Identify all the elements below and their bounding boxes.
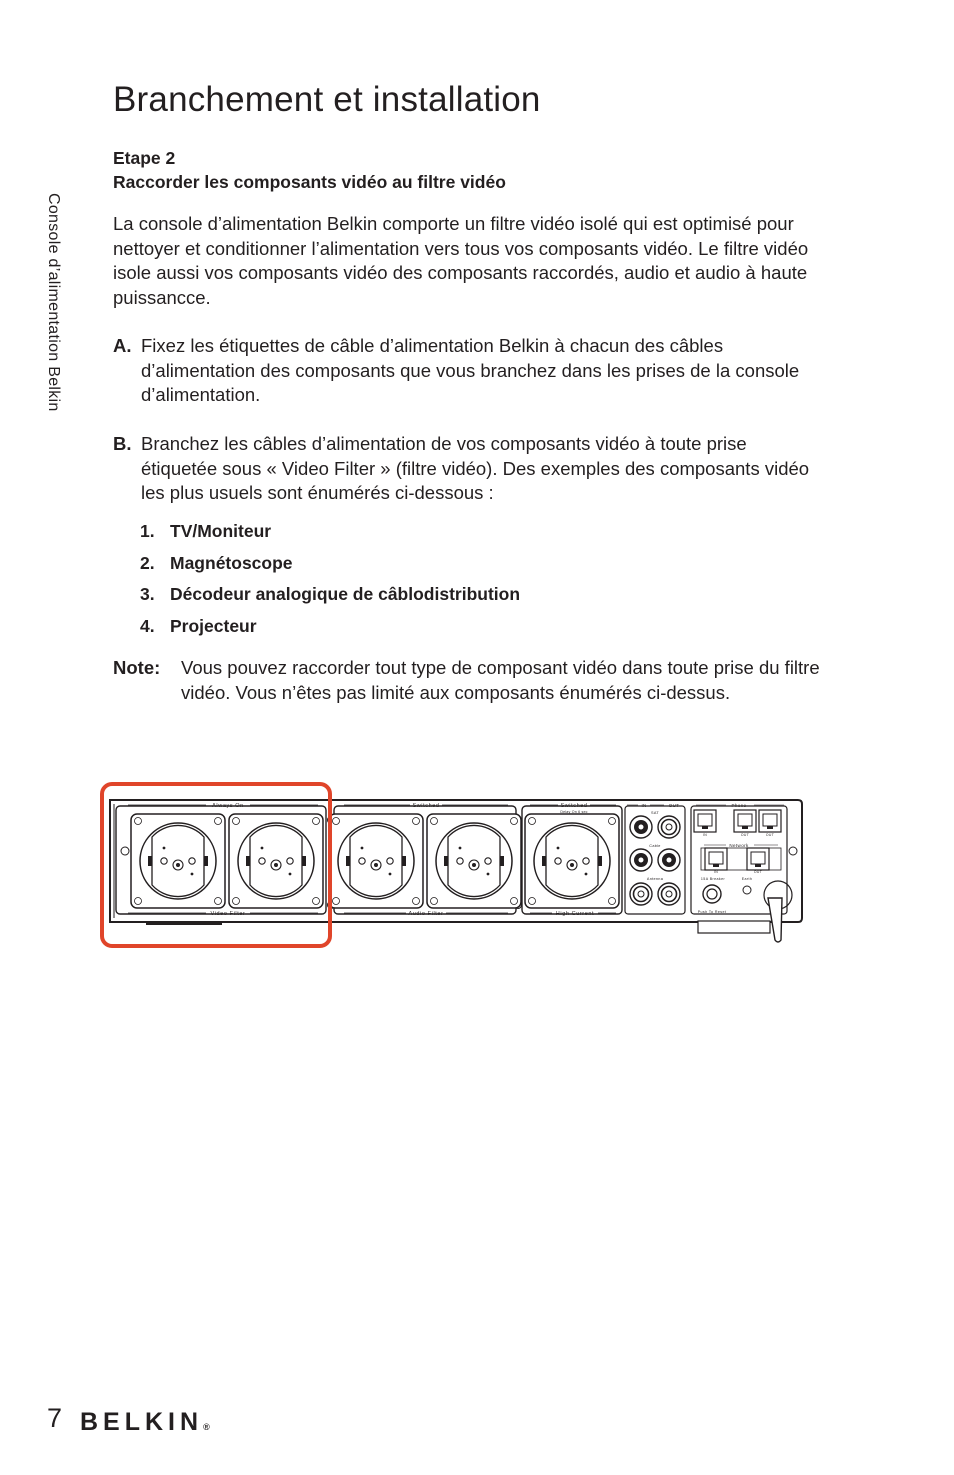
list-item-label: Décodeur analogique de câblodistribution	[170, 584, 521, 604]
outlet-high-current	[525, 814, 619, 908]
label-phone-in: IN	[702, 833, 708, 837]
label-phone-out-2: OUT	[765, 833, 775, 837]
label-sat: SAT	[650, 811, 660, 815]
outlet-video-filter-1	[131, 814, 225, 908]
list-item	[140, 616, 257, 637]
label-high-current: High Current	[555, 911, 595, 917]
phone-jack-in	[694, 810, 716, 832]
item-letter: A.	[113, 335, 132, 356]
label-switched-delay: Switched	[560, 803, 588, 809]
page-number: 7	[47, 1403, 63, 1433]
coax-cable-in	[630, 849, 652, 871]
item-text: Branchez les câbles d’alimentation de vos composants vidéo à toute prise étiquetée sous « Video Filter » (filtre vidéo). Des exemples des composants vidéo les plus usuels sont énumérés ci-dessous :	[141, 433, 810, 503]
list-item-number: 4.	[140, 616, 155, 636]
side-running-title: Console d’alimentation Belkin	[45, 193, 62, 412]
note-label: Note:	[113, 657, 161, 678]
label-breaker: 15A Breaker	[700, 877, 726, 881]
breaker-reset-button	[703, 885, 721, 903]
network-jack-out	[747, 848, 769, 870]
outlet-video-filter-2	[229, 814, 323, 908]
list-item	[140, 553, 293, 574]
list-item-label: TV/Moniteur	[170, 521, 272, 541]
label-network-out: OUT	[753, 870, 763, 874]
outlet-audio-filter-2	[427, 814, 521, 908]
list-item-label: Magnétoscope	[170, 553, 293, 573]
list-item-number: 1.	[140, 521, 155, 541]
label-cable: Cable	[649, 844, 661, 848]
label-earth: Earth	[741, 877, 753, 881]
label-delay: Delay On 6 sec	[560, 810, 588, 814]
intro-paragraph: La console d’alimentation Belkin comporte un filtre vidéo isolé qui est optimisé pour nettoyer et conditionner l’alimentation vers tous vos composants vidéo. Le filtre vidéo isole aussi vos composants vidéo des composants raccordés, audio et audio à haute puissancce.	[113, 213, 809, 308]
item-letter: B.	[113, 433, 132, 454]
label-network: Network	[729, 843, 749, 848]
item-text: Fixez les étiquettes de câble d’alimentation Belkin à chacun des câbles d’alimentation des composants que vous branchez dans les prises de la console d’alimentation.	[141, 335, 800, 405]
label-coax-in: IN	[641, 803, 647, 808]
step-heading-block	[113, 146, 506, 194]
logo-registered-mark: ®	[203, 1422, 210, 1432]
coax-antenna-out	[658, 883, 680, 905]
label-network-in: IN	[713, 870, 719, 874]
network-jack-in	[705, 848, 727, 870]
outlet-audio-filter-1	[329, 814, 423, 908]
label-phone: Phone	[731, 803, 747, 808]
step-heading: Raccorder les composants vidéo au filtre vidéo	[113, 172, 506, 192]
list-item-number: 3.	[140, 584, 155, 604]
note-text: Vous pouvez raccorder tout type de composant vidéo dans toute prise du filtre vidéo. Vous n’êtes pas limité aux composants énumérés ci-dessus.	[181, 657, 820, 703]
phone-jack-out-1	[734, 810, 756, 832]
power-console-rear-panel-illustration	[98, 780, 804, 950]
label-push-to-reset: Push To Reset	[697, 910, 727, 914]
label-coax-out: OUT	[668, 803, 680, 808]
label-audio-filter: Audio Filter	[408, 911, 444, 917]
label-video-filter: Video Filter	[210, 911, 246, 917]
phone-jack-out-2	[759, 810, 781, 832]
list-item	[140, 521, 271, 542]
page-title: Branchement et installation	[113, 80, 541, 119]
logo-text: BELKIN	[80, 1408, 204, 1436]
label-always-on: Always On	[212, 803, 244, 809]
belkin-logo	[80, 1408, 210, 1437]
list-item-number: 2.	[140, 553, 155, 573]
coax-sat-out	[658, 816, 680, 838]
label-switched: Switched	[412, 803, 440, 809]
list-item-label: Projecteur	[170, 616, 257, 636]
label-antenna: Antenna	[646, 877, 664, 881]
coax-sat-in	[630, 816, 652, 838]
list-item	[140, 584, 520, 605]
label-phone-out-1: OUT	[740, 833, 750, 837]
coax-cable-out	[658, 849, 680, 871]
step-number: Etape 2	[113, 148, 176, 168]
coax-antenna-in	[630, 883, 652, 905]
